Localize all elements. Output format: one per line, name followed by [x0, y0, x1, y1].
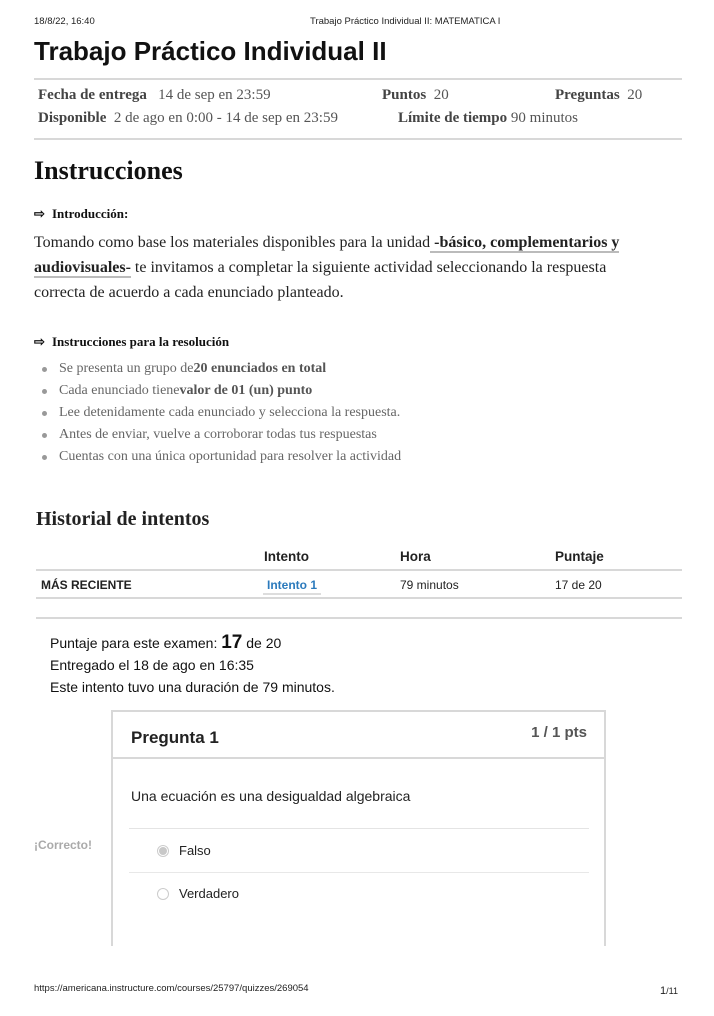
instruction-list — [40, 358, 401, 468]
print-title: Trabajo Práctico Individual II: MATEMATICA I — [310, 16, 501, 27]
question-card — [111, 710, 606, 946]
score-prefix: Puntaje para este examen: — [50, 635, 222, 651]
bullet-text: Cada enunciado tiene — [59, 383, 180, 398]
question-title: Pregunta 1 — [131, 728, 219, 747]
intro-text-2: te invitamos a completar la siguiente actividad seleccionando la respuesta correcta de acuerdo a cada enunciado planteado. — [34, 259, 607, 301]
points-label: Puntos — [382, 87, 427, 103]
score-value: 17 — [221, 632, 243, 653]
print-date: 18/8/22, 16:40 — [34, 16, 95, 27]
due-date-value: 14 de sep en 23:59 — [158, 87, 271, 103]
divider — [129, 872, 589, 873]
row-hora: 79 minutos — [400, 578, 459, 592]
divider — [129, 828, 589, 829]
score-info — [50, 632, 335, 698]
intro-highlight-1: -básico, complementarios y — [430, 234, 620, 251]
due-date-label: Fecha de entrega — [38, 87, 147, 103]
history-table — [36, 544, 682, 599]
page-number — [660, 985, 678, 997]
footer-url: https://americana.instructure.com/courses/25797/quizzes/269054 — [34, 983, 309, 994]
score-suffix: de 20 — [242, 635, 282, 651]
list-item — [40, 402, 401, 424]
bullet-icon — [42, 411, 47, 416]
resolution-heading-text: Instrucciones para la resolución — [52, 334, 230, 349]
radio-icon[interactable] — [157, 888, 169, 900]
question-header — [113, 712, 604, 759]
score-line — [50, 632, 335, 654]
list-item — [40, 380, 401, 402]
bullet-icon — [42, 455, 47, 460]
questions-value: 20 — [627, 87, 643, 103]
question-points: 1 / 1 pts — [531, 724, 587, 741]
bullet-text: Antes de enviar, vuelve a corroborar todas tus respuestas — [59, 427, 377, 442]
bullet-bold: 20 enunciados en total — [193, 361, 327, 376]
answer-label: Verdadero — [179, 886, 239, 901]
due-date — [38, 87, 271, 104]
bullet-text: Cuentas con una única oportunidad para resolver la actividad — [59, 449, 402, 464]
bullet-icon — [42, 389, 47, 394]
header-intento: Intento — [264, 549, 309, 564]
points — [382, 87, 449, 104]
divider — [36, 617, 682, 619]
bullet-text: Se presenta un grupo de — [59, 361, 194, 376]
bullet-icon — [42, 367, 47, 372]
time-limit-label: Límite de tiempo — [398, 110, 508, 126]
answer-option[interactable] — [157, 843, 211, 858]
resolution-heading — [34, 334, 229, 350]
list-item — [40, 446, 401, 468]
points-value: 20 — [433, 87, 449, 103]
intro-heading — [34, 206, 128, 222]
attempt-link[interactable]: Intento 1 — [263, 578, 321, 595]
available — [38, 110, 338, 127]
questions-label: Preguntas — [555, 87, 620, 103]
header-hora: Hora — [400, 549, 431, 564]
header-puntaje: Puntaje — [555, 549, 604, 564]
correct-label: ¡Correcto! — [34, 838, 93, 852]
time-limit — [398, 110, 578, 127]
row-label: MÁS RECIENTE — [41, 578, 132, 592]
available-value: 2 de ago en 0:00 - 14 de sep en 23:59 — [113, 110, 338, 126]
page-current: 1 — [660, 985, 667, 997]
history-title: Historial de intentos — [36, 508, 210, 530]
bullet-icon — [42, 433, 47, 438]
arrow-right-icon: ⇨ — [34, 334, 45, 349]
list-item — [40, 424, 401, 446]
table-row — [36, 571, 682, 599]
radio-selected-icon[interactable] — [157, 845, 169, 857]
duration-line: Este intento tuvo una duración de 79 minutos. — [50, 679, 335, 695]
intro-paragraph — [34, 230, 654, 305]
answer-option[interactable] — [157, 886, 239, 901]
row-puntaje: 17 de 20 — [555, 578, 602, 592]
page-total: /11 — [666, 986, 678, 996]
arrow-right-icon: ⇨ — [34, 206, 45, 221]
bullet-bold: valor de 01 (un) punto — [179, 383, 313, 398]
intro-heading-text: Introducción: — [52, 206, 129, 221]
instructions-title: Instrucciones — [34, 156, 183, 185]
bullet-text: Lee detenidamente cada enunciado y selecciona la respuesta. — [59, 405, 401, 420]
questions — [555, 87, 642, 104]
submitted-line: Entregado el 18 de ago en 16:35 — [50, 657, 254, 673]
page-title: Trabajo Práctico Individual II — [34, 36, 387, 66]
question-text: Una ecuación es una desigualdad algebraica — [131, 788, 411, 804]
intro-highlight-2: audiovisuales- — [34, 259, 131, 276]
time-limit-value: 90 minutos — [510, 110, 578, 126]
quiz-meta — [34, 78, 682, 140]
table-header-row — [36, 544, 682, 571]
list-item — [40, 358, 401, 380]
intro-text-1: Tomando como base los materiales disponibles para la unidad — [34, 234, 431, 251]
available-label: Disponible — [38, 110, 107, 126]
answer-label: Falso — [179, 843, 211, 858]
